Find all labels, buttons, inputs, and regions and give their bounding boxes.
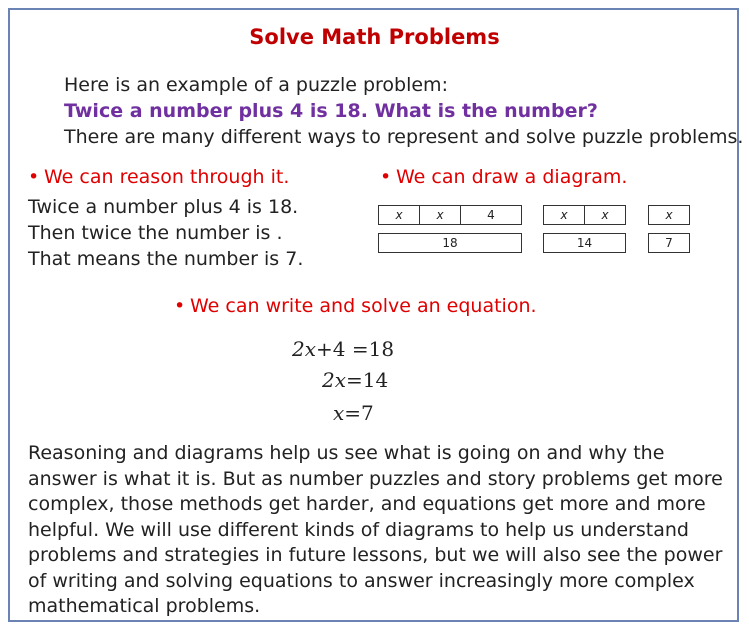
bullet-dot: • xyxy=(28,166,40,188)
tape-cell: x xyxy=(584,205,626,225)
puzzle-question: Twice a number plus 4 is 18. What is the number? xyxy=(64,100,598,122)
page-title: Solve Math Problems xyxy=(249,25,500,49)
equation-operator: = xyxy=(344,401,362,425)
tape-cell: x xyxy=(378,205,420,225)
tape-total: 14 xyxy=(543,233,626,253)
equation-rhs: 14 xyxy=(362,368,389,392)
equation-lhs: 2x xyxy=(322,368,347,392)
bullet-dot: • xyxy=(380,166,392,188)
tape-cell: x xyxy=(419,205,461,225)
equation-lhs: x xyxy=(333,401,345,425)
reasoning-line: Then twice the number is . xyxy=(28,222,283,244)
bullet-label: We can write and solve an equation. xyxy=(190,295,537,317)
tape-cell: x xyxy=(648,205,690,225)
bullet-dot: • xyxy=(174,295,186,317)
reasoning-line: That means the number is 7. xyxy=(28,248,304,270)
bullet-label: We can reason through it. xyxy=(44,166,290,188)
equation-lhs: 2x xyxy=(292,337,317,361)
equation-line xyxy=(322,368,388,392)
equation-operator: = xyxy=(346,368,363,392)
equation-rhs: 7 xyxy=(361,401,374,425)
equation-line xyxy=(333,401,374,425)
tape-total: 18 xyxy=(378,233,522,253)
bullet-equation xyxy=(174,295,537,317)
equation-operator: +4 = xyxy=(316,337,369,361)
bullet-diagram xyxy=(380,166,627,188)
bullet-label: We can draw a diagram. xyxy=(396,166,628,188)
intro-block xyxy=(64,72,743,150)
intro-line: There are many different ways to represent and solve puzzle problems. xyxy=(64,126,744,148)
tape-cell: x xyxy=(543,205,585,225)
intro-line: Here is an example of a puzzle problem: xyxy=(64,74,448,96)
reasoning-block xyxy=(28,194,303,272)
equation-line xyxy=(292,337,394,361)
tape-cell: 4 xyxy=(460,205,522,225)
equation-rhs: 18 xyxy=(368,337,395,361)
tape-total: 7 xyxy=(648,233,690,253)
bullet-reason xyxy=(28,166,289,188)
summary-paragraph: Reasoning and diagrams help us see what is going on and why the answer is what it is. But as number puzzles and story problems get more complex, those methods get harder, and equations get more and more helpful. We will use different kinds of diagrams to help us understand problems and strategies in future lessons, but we will also see the power of writing and solving equations to answer increasingly more complex mathematical problems. xyxy=(28,442,723,617)
reasoning-line: Twice a number plus 4 is 18. xyxy=(28,196,299,218)
